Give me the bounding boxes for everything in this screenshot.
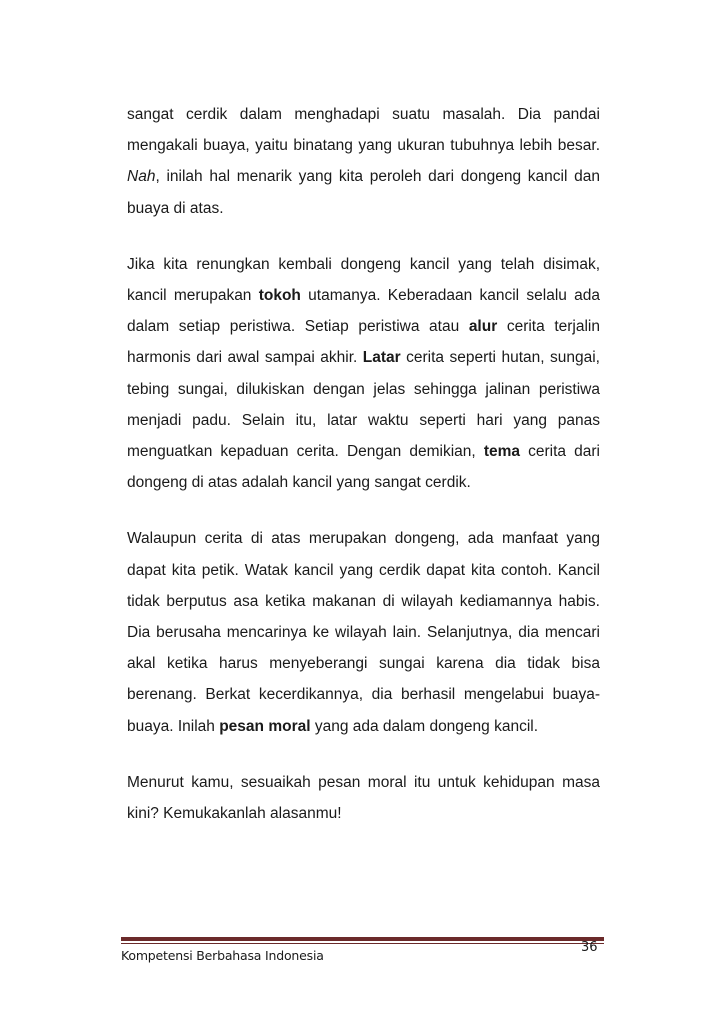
paragraph-4-question (127, 767, 600, 829)
paragraph-2-text-5: cerita dari dongeng di atas adalah kancil yang sangat cerdik. (127, 443, 600, 492)
term-latar: Latar (362, 349, 401, 367)
footer-rule-thick (121, 937, 604, 941)
paragraph-3-text-1: Walaupun cerita di atas merupakan dongeng, ada manfaat yang dapat kita petik. Watak kancil yang cerdik dapat kita contoh. Kancil tidak berputus asa ketika makanan di wilayah kediamannya habis. Dia berusaha mencarinya ke wilayah lain. Selanjutnya, dia mencari akal ketika harus menyeberangi sungai karena dia tidak bisa berenang. Berkat kecerdikannya, dia berhasil mengelabui buaya-buaya. Inilah (127, 530, 600, 735)
paragraph-2-text-3: cerita terjalin harmonis dari awal sampai akhir. (127, 318, 600, 367)
paragraph-4-text: Menurut kamu, sesuaikah pesan moral itu untuk kehidupan masa kini? Kemukakanlah alasanmu! (127, 773, 600, 823)
footer-rule-thin (121, 943, 604, 944)
paragraph-3-text-2: yang ada dalam dongeng kancil. (310, 717, 539, 735)
paragraph-1-text-1: sangat cerdik dalam menghadapi suatu masalah. Dia pandai mengakali buaya, yaitu binatang yang ukuran tubuhnya lebih besar. (127, 106, 600, 155)
paragraph-2-text-4: cerita seperti hutan, sungai, tebing sungai, dilukiskan dengan jelas sehingga jalinan peristiwa menjadi padu. Selain itu, latar waktu seperti hari yang panas menguatkan kepaduan cerita. Dengan demikian, (127, 349, 600, 461)
paragraph-2 (127, 249, 600, 499)
term-tema: tema (483, 443, 521, 461)
paragraph-1-text-2: , inilah hal menarik yang kita peroleh dari dongeng kancil dan buaya di atas. (127, 168, 600, 217)
term-pesan-moral: pesan moral (219, 717, 311, 735)
term-tokoh: tokoh (258, 287, 301, 305)
paragraph-2-text-2: utamanya. Keberadaan kancil selalu ada dalam setiap peristiwa. Setiap peristiwa atau (127, 287, 601, 336)
paragraph-3 (127, 523, 600, 741)
footer-book-title: Kompetensi Berbahasa Indonesia (121, 948, 324, 963)
term-alur: alur (468, 318, 498, 336)
paragraph-2-text-1: Jika kita renungkan kembali dongeng kancil yang telah disimak, kancil merupakan (127, 255, 600, 305)
paragraph-1 (127, 99, 600, 224)
paragraph-1-italic-nah: Nah (127, 168, 156, 186)
page-number: 36 (581, 940, 598, 955)
body-text (127, 99, 600, 854)
